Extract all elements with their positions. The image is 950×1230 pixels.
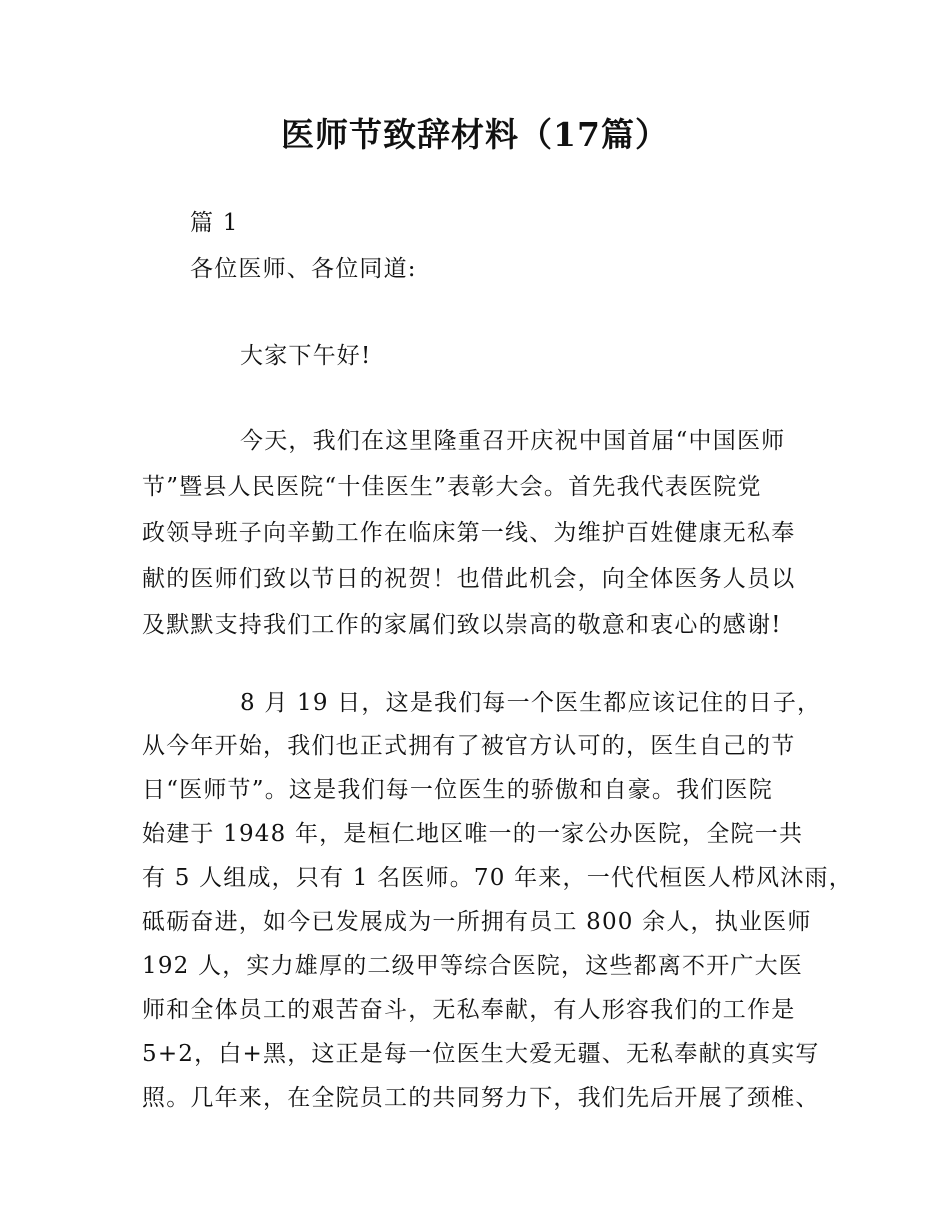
- document-title: 医师节致辞材料（17篇）: [281, 115, 669, 154]
- paragraph-2-line: 从今年开始，我们也正式拥有了被官方认可的，医生自己的节: [142, 733, 796, 759]
- paragraph-1-line: 政领导班子向辛勤工作在临床第一线、为维护百姓健康无私奉: [142, 520, 796, 546]
- paragraph-1-line: 节”暨县人民医院“十佳医生”表彰大会。首先我代表医院党: [142, 474, 762, 500]
- paragraph-2-line: 师和全体员工的艰苦奋斗，无私奉献，有人形容我们的工作是: [142, 997, 796, 1023]
- paragraph-2-line: 8 月 19 日，这是我们每一个医生都应该记住的日子，: [240, 690, 822, 716]
- paragraph-2-line: 照。几年来，在全院员工的共同努力下，我们先后开展了颈椎、: [142, 1085, 820, 1111]
- greeting: 大家下午好!: [240, 343, 372, 369]
- paragraph-2-line: 日“医师节”。这是我们每一位医生的骄傲和自豪。我们医院: [142, 777, 773, 803]
- paragraph-1-line: 今天，我们在这里隆重召开庆祝中国首届“中国医师: [240, 428, 786, 454]
- paragraph-2-line: 192 人，实力雄厚的二级甲等综合医院，这些都离不开广大医: [142, 953, 804, 979]
- paragraph-1-line: 献的医师们致以节日的祝贺！也借此机会，向全体医务人员以: [142, 566, 796, 592]
- section-label: 篇 1: [190, 210, 239, 236]
- paragraph-2-line: 砥砺奋进，如今已发展成为一所拥有员工 800 余人，执业医师: [142, 909, 812, 935]
- paragraph-2-line: 有 5 人组成，只有 1 名医师。70 年来，一代代桓医人栉风沐雨，: [142, 865, 853, 891]
- paragraph-2-line: 5+2，白+黑，这正是每一位医生大爱无疆、无私奉献的真实写: [142, 1041, 820, 1067]
- paragraph-1-line: 及默默支持我们工作的家属们致以崇高的敬意和衷心的感谢!: [142, 612, 782, 638]
- paragraph-2-line: 始建于 1948 年，是桓仁地区唯一的一家公办医院，全院一共: [142, 821, 804, 847]
- salutation: 各位医师、各位同道:: [190, 256, 417, 282]
